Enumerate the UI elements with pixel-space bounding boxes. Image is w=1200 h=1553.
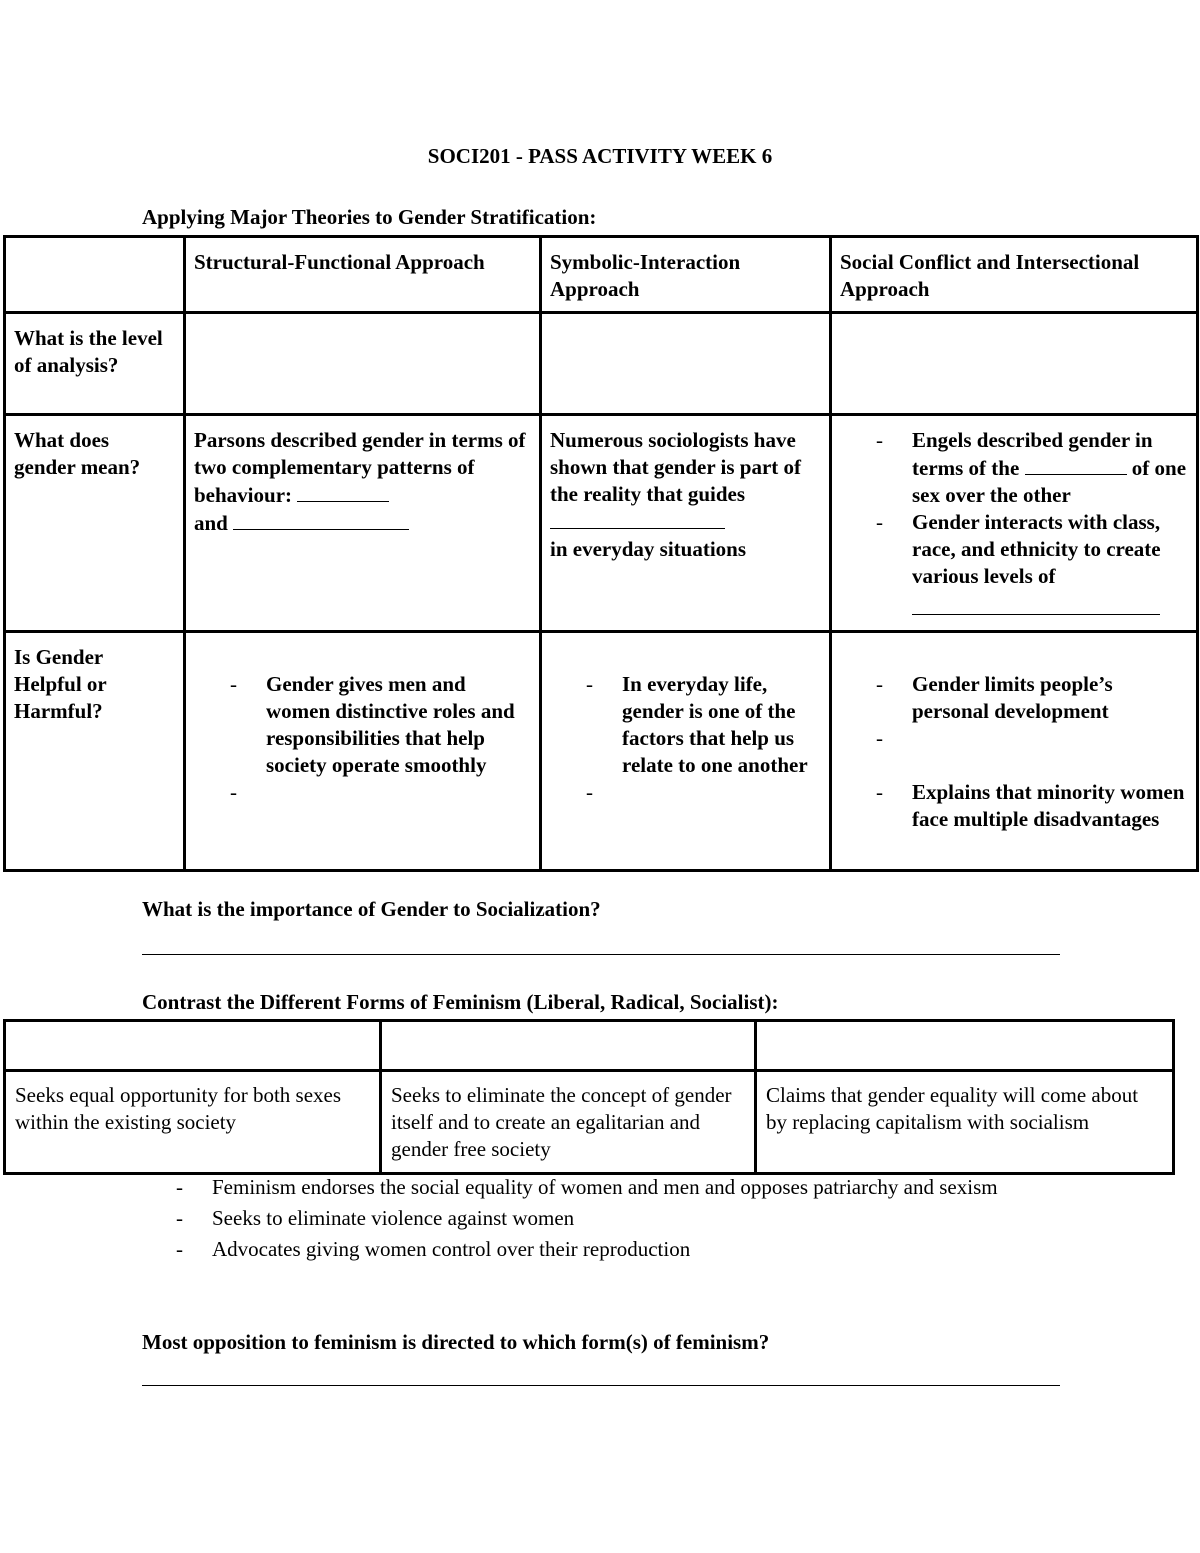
table-row xyxy=(5,1071,1174,1174)
feminism-points xyxy=(142,1172,1042,1265)
list-item: - Gender limits people’s personal development xyxy=(840,671,1188,725)
fill-in-blank xyxy=(912,594,1160,615)
cell-meaning-symbolic xyxy=(541,415,831,632)
symbolic-meaning-tail: in everyday situations xyxy=(550,537,747,561)
cell-meaning-conflict xyxy=(831,415,1198,632)
cell-level-symbolic xyxy=(541,313,831,415)
list-item: - Engels described gender in terms of the of one sex over the other xyxy=(840,427,1188,509)
list-item: - Seeks to eliminate violence against women xyxy=(142,1203,1042,1234)
list-item xyxy=(194,779,531,806)
conflict-meaning-list xyxy=(840,427,1188,622)
cell-level-conflict xyxy=(831,313,1198,415)
list-item: - Feminism endorses the social equality of women and men and opposes patriarchy and sexism xyxy=(142,1172,1042,1203)
table-row-helpful-harmful xyxy=(5,632,1198,871)
table-header-row xyxy=(5,237,1198,313)
row-label-meaning: What does gender mean? xyxy=(5,415,185,632)
cell-level-structural xyxy=(185,313,541,415)
answer-line xyxy=(142,1385,1060,1386)
liberal-feminism-description: Seeks equal opportunity for both sexes within the existing society xyxy=(5,1071,381,1174)
list-item: - Explains that minority women face multiple disadvantages xyxy=(840,779,1188,833)
list-item: - Gender interacts with class, race, and ethnicity to create various levels of xyxy=(840,509,1188,622)
list-item xyxy=(550,779,821,806)
fill-in-blank xyxy=(233,509,409,530)
question-opposition: Most opposition to feminism is directed to which form(s) of feminism? xyxy=(142,1330,770,1354)
cell-helpful-conflict xyxy=(831,632,1198,871)
table-header-row xyxy=(5,1021,1174,1071)
question-gender-socialization: What is the importance of Gender to Socialization? xyxy=(142,897,601,921)
answer-line xyxy=(142,954,1060,955)
row-label-helpful: Is Gender Helpful or Harmful? xyxy=(5,632,185,871)
feminism-header-cell xyxy=(756,1021,1174,1071)
fill-in-blank xyxy=(297,481,389,502)
list-item xyxy=(840,725,1188,752)
feminism-header-cell xyxy=(5,1021,381,1071)
table-row-level-of-analysis xyxy=(5,313,1198,415)
structural-meaning-and: and xyxy=(194,511,228,535)
header-symbolic-interaction: Symbolic-Interaction Approach xyxy=(541,237,831,313)
table-row-gender-meaning xyxy=(5,415,1198,632)
cell-helpful-structural xyxy=(185,632,541,871)
radical-feminism-description: Seeks to eliminate the concept of gender itself and to create an egalitarian and gender free society xyxy=(381,1071,756,1174)
symbolic-meaning-text: Numerous sociologists have shown that gender is part of the reality that guides xyxy=(550,428,802,506)
cell-helpful-symbolic xyxy=(541,632,831,871)
fill-in-blank xyxy=(550,508,725,529)
document-title: SOCI201 - PASS ACTIVITY WEEK 6 xyxy=(427,144,773,168)
row-label-level: What is the level of analysis? xyxy=(5,313,185,415)
socialist-feminism-description: Claims that gender equality will come about by replacing capitalism with socialism xyxy=(756,1071,1174,1174)
list-item: - Gender gives men and women distinctive roles and responsibilities that help society operate smoothly xyxy=(194,671,531,779)
section1-heading: Applying Major Theories to Gender Stratification: xyxy=(142,205,597,229)
list-item: - In everyday life, gender is one of the factors that help us relate to one another xyxy=(550,671,821,779)
fill-in-blank xyxy=(1025,454,1127,475)
structural-meaning-text: Parsons described gender in terms of two complementary patterns of behaviour: xyxy=(194,428,526,507)
section2-heading: Contrast the Different Forms of Feminism (Liberal, Radical, Socialist): xyxy=(142,990,779,1014)
cell-meaning-structural xyxy=(185,415,541,632)
header-cell-empty xyxy=(5,237,185,313)
list-item: - Advocates giving women control over their reproduction xyxy=(142,1234,1042,1265)
feminism-table xyxy=(3,1019,1175,1175)
theory-table xyxy=(3,235,1199,872)
header-structural-functional: Structural-Functional Approach xyxy=(185,237,541,313)
feminism-header-cell xyxy=(381,1021,756,1071)
header-social-conflict: Social Conflict and Intersectional Approach xyxy=(831,237,1198,313)
